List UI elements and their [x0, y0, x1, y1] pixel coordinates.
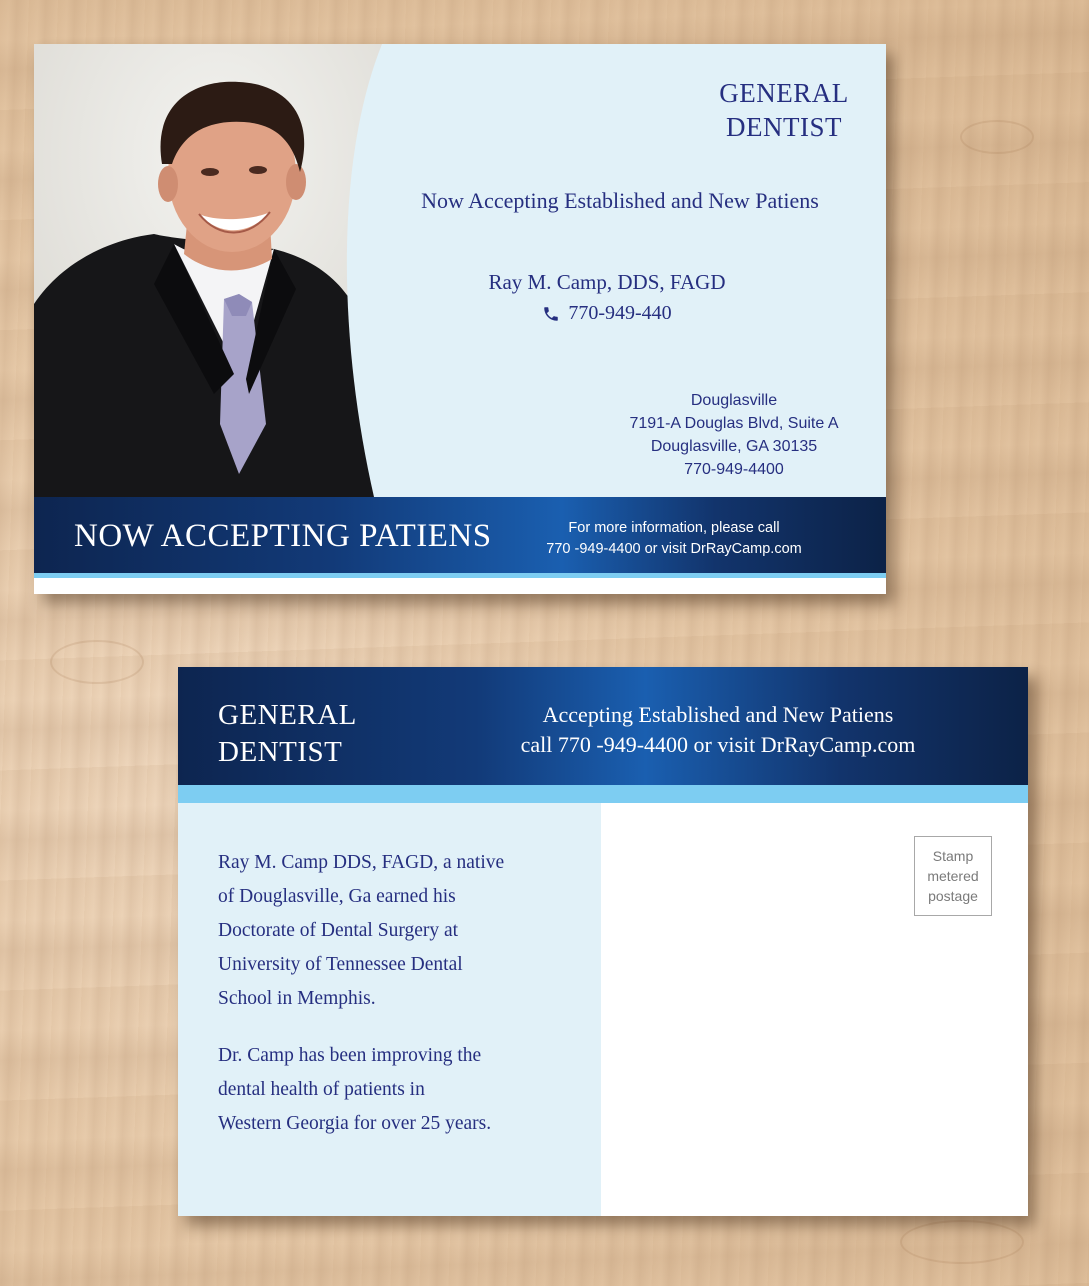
bio-line: Western Georgia for over 25 years.: [218, 1113, 492, 1134]
front-title: [684, 76, 884, 144]
bio-line: Dr. Camp has been improving the: [218, 1045, 482, 1066]
doctor-name: Ray M. Camp, DDS, FAGD: [488, 270, 726, 294]
phone-icon: [542, 305, 560, 323]
back-title-line1: GENERAL: [218, 699, 357, 731]
back-title: [218, 697, 357, 771]
bio-line: Doctorate of Dental Surgery at: [218, 920, 459, 941]
bio-line: Ray M. Camp DDS, FAGD, a native: [218, 852, 505, 873]
address-city-heading: Douglasville: [690, 392, 778, 409]
address-phone: 770-949-4400: [684, 461, 784, 478]
front-title-line2: DENTIST: [726, 112, 842, 142]
bio-line: of Douglasville, Ga earned his: [218, 886, 456, 907]
bio-line: University of Tennessee Dental: [218, 954, 463, 975]
stamp-line3: postage: [928, 888, 978, 904]
bio-paragraph-1: [218, 846, 578, 1016]
office-address: [594, 389, 874, 481]
front-band-title: NOW ACCEPTING PATIENS: [74, 518, 492, 554]
bio-line: dental health of patients in: [218, 1079, 425, 1100]
front-accepting-text: Now Accepting Established and New Patiens: [421, 188, 819, 213]
back-header-line2: call 770 -949-4400 or visit DrRayCamp.com: [520, 732, 916, 757]
back-title-line2: DENTIST: [218, 736, 343, 768]
postcard-back: [178, 667, 1028, 1216]
wood-knot: [900, 1220, 1024, 1264]
front-band-info-line2: 770 -949-4400 or visit DrRayCamp.com: [546, 541, 802, 557]
front-title-line1: GENERAL: [719, 78, 849, 108]
stamp-line1: Stamp: [932, 848, 974, 864]
stamp-box: [914, 836, 992, 916]
wood-knot: [50, 640, 144, 684]
front-band-info: [534, 518, 814, 560]
wood-knot: [960, 120, 1034, 154]
address-street: 7191-A Douglas Blvd, Suite A: [629, 415, 839, 432]
front-phone-row: [434, 302, 780, 325]
back-accent-stripe: [178, 785, 1028, 803]
back-header-line1: Accepting Established and New Patiens: [542, 702, 894, 727]
front-accent-stripe: [34, 573, 886, 578]
front-phone-number: 770-949-440: [568, 302, 672, 324]
stamp-line2: metered: [927, 868, 979, 884]
front-band-info-line1: For more information, please call: [568, 520, 780, 536]
bio-paragraph-2: [218, 1039, 578, 1141]
address-city-state-zip: Douglasville, GA 30135: [650, 438, 818, 455]
bio-line: School in Memphis.: [218, 988, 376, 1009]
postcard-front: [34, 44, 886, 594]
